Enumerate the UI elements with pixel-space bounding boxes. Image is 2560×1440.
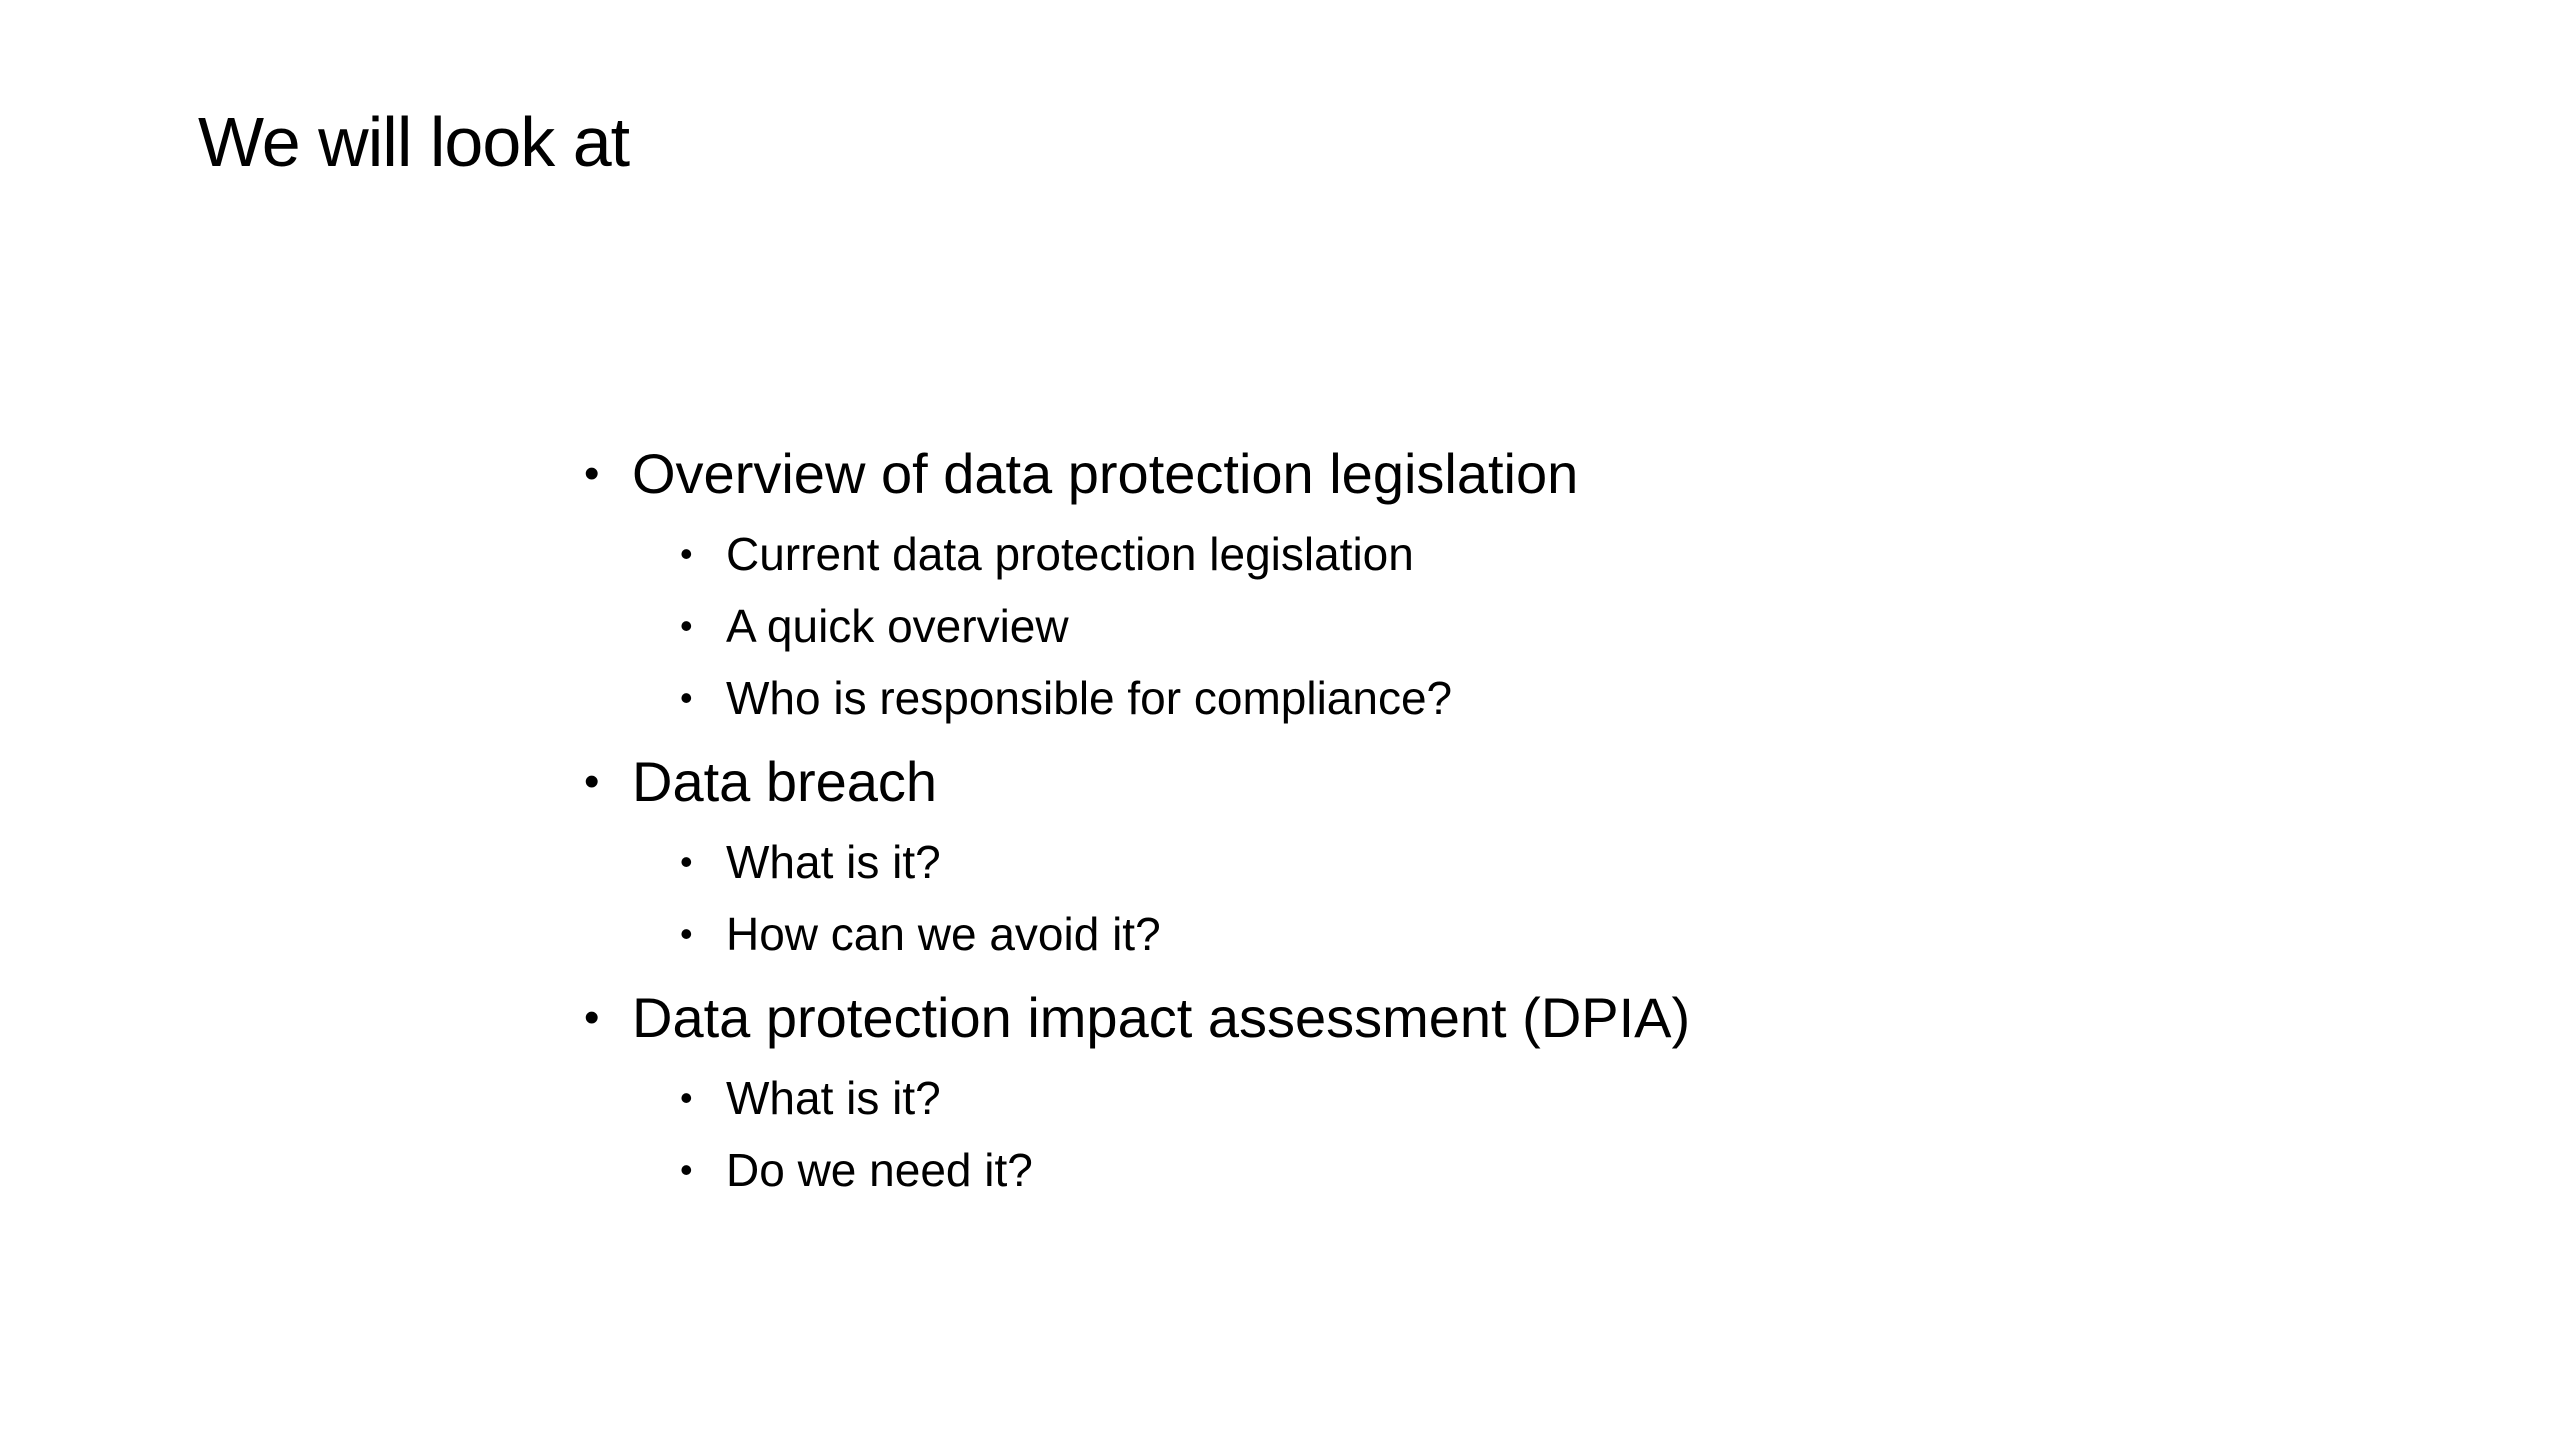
subtopic-item xyxy=(676,1062,1690,1134)
subtopic-label: Current data protection legislation xyxy=(726,528,1414,580)
topic-label: Data protection impact assessment (DPIA) xyxy=(632,986,1691,1049)
subtopic-item xyxy=(676,590,1690,662)
slide-title: We will look at xyxy=(198,103,630,181)
bullet-icon: • xyxy=(680,605,693,646)
topic-label: Overview of data protection legislation xyxy=(632,442,1579,505)
topic-item xyxy=(580,430,1690,734)
topic-label: Data breach xyxy=(632,750,938,813)
topic-item xyxy=(580,974,1690,1206)
bullet-list xyxy=(580,430,1690,1210)
bullet-icon: • xyxy=(680,533,693,574)
subtopic-item xyxy=(676,1134,1690,1206)
subtopic-label: Who is responsible for compliance? xyxy=(726,672,1453,724)
topic-row xyxy=(580,974,1690,1062)
bullet-icon: • xyxy=(584,757,600,806)
bullet-icon: • xyxy=(680,1077,693,1118)
topic-row xyxy=(580,430,1690,518)
subtopic-item xyxy=(676,662,1690,734)
bullet-icon: • xyxy=(584,993,600,1042)
subtopic-label: Do we need it? xyxy=(726,1144,1033,1196)
bullet-icon: • xyxy=(680,677,693,718)
subtopic-item xyxy=(676,518,1690,590)
subtopic-label: What is it? xyxy=(726,836,941,888)
sub-bullet-list xyxy=(580,518,1690,734)
topic-row xyxy=(580,738,1690,826)
sub-bullet-list xyxy=(580,826,1690,970)
bullet-icon: • xyxy=(584,449,600,498)
topic-item xyxy=(580,738,1690,970)
bullet-icon: • xyxy=(680,1149,693,1190)
subtopic-item xyxy=(676,826,1690,898)
bullet-icon: • xyxy=(680,841,693,882)
subtopic-label: A quick overview xyxy=(726,600,1069,652)
bullet-icon: • xyxy=(680,913,693,954)
sub-bullet-list xyxy=(580,1062,1690,1206)
subtopic-label: What is it? xyxy=(726,1072,941,1124)
subtopic-label: How can we avoid it? xyxy=(726,908,1161,960)
subtopic-item xyxy=(676,898,1690,970)
